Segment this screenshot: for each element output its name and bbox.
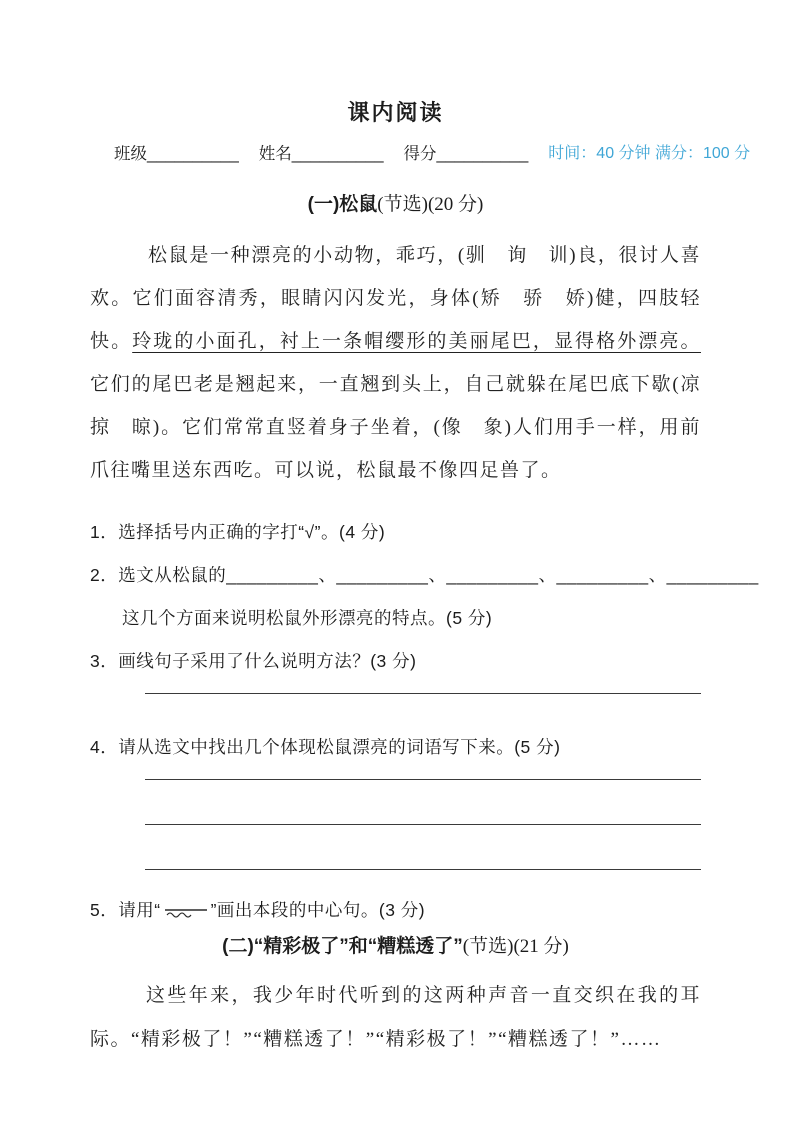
section2	[90, 932, 701, 1061]
section1-questions	[90, 511, 759, 932]
question-5-suffix: ”画出本段的中心句。(3 分)	[210, 900, 426, 920]
page-title: 课内阅读	[347, 100, 444, 125]
passage-underlined-sentence: 玲珑的小面孔，衬上一条帽缨形的美丽尾巴，显得格外漂亮。	[132, 331, 701, 352]
score-label: 得分	[403, 145, 437, 163]
passage-text-after-underline: 它们的尾巴老是翘起来，一直翘到头上，自己就躲在尾巴底下歇(凉 掠 晾)。它们常常直竖着身子坐着，(像 象)人们用手一样，用前爪往嘴里送东西吃。可以说，松鼠最不像四足兽了。	[90, 374, 722, 481]
time-fullscore-note: 时间：40 分钟 满分：100 分	[548, 145, 751, 162]
section1-passage	[90, 234, 722, 492]
section2-heading-title: (二)“精彩极了”和“糟糕透了”	[222, 936, 463, 957]
passage-text-before-underline: 松鼠是一种漂亮的小动物，乖巧，(驯 询 训)良，很讨人喜欢。它们面容清秀，眼睛闪闪发光，身体(矫 骄 娇)健，四肢轻快。	[90, 245, 701, 352]
section1-heading-title: (一)松鼠	[307, 194, 378, 215]
section1-heading	[90, 190, 701, 220]
name-blank: __________	[291, 145, 384, 163]
question-2-line2: 这几个方面来说明松鼠外形漂亮的特点。(5 分)	[122, 608, 493, 628]
score-field	[404, 142, 529, 166]
section2-heading-sub: (节选)(21 分)	[462, 936, 569, 957]
question-2-line1: 2．选文从松鼠的_________、_________、_________、_________、_________	[90, 565, 759, 585]
question-3: 3．画线句子采用了什么说明方法？(3 分)	[90, 651, 417, 671]
class-field	[114, 142, 239, 166]
student-info-row	[114, 142, 751, 166]
class-label: 班级	[114, 145, 147, 163]
answer-line-q3	[145, 683, 701, 694]
class-blank: __________	[147, 145, 239, 163]
question-4: 4．请从选文中找出几个体现松鼠漂亮的词语写下来。(5 分)	[90, 737, 561, 757]
section2-passage: 这些年来，我少年时代听到的这两种声音一直交织在我的耳际。“精彩极了！”“糟糕透了！”“精彩极了！”“糟糕透了！”……	[90, 985, 701, 1050]
question-1: 1．选择括号内正确的字打“√”。(4 分)	[90, 522, 386, 542]
answer-line-q4-1	[145, 769, 701, 780]
section1-heading-sub: (节选)(20 分)	[377, 194, 484, 215]
name-field	[259, 142, 384, 166]
name-label: 姓名	[258, 145, 292, 163]
wavy-underline-icon	[163, 891, 209, 907]
question-5	[90, 889, 701, 932]
question-5-prefix: 5．请用“	[90, 900, 161, 920]
section2-heading	[90, 932, 701, 962]
answer-line-q4-2	[145, 780, 701, 825]
score-blank: __________	[436, 145, 529, 163]
answer-line-q4-3	[145, 825, 701, 870]
